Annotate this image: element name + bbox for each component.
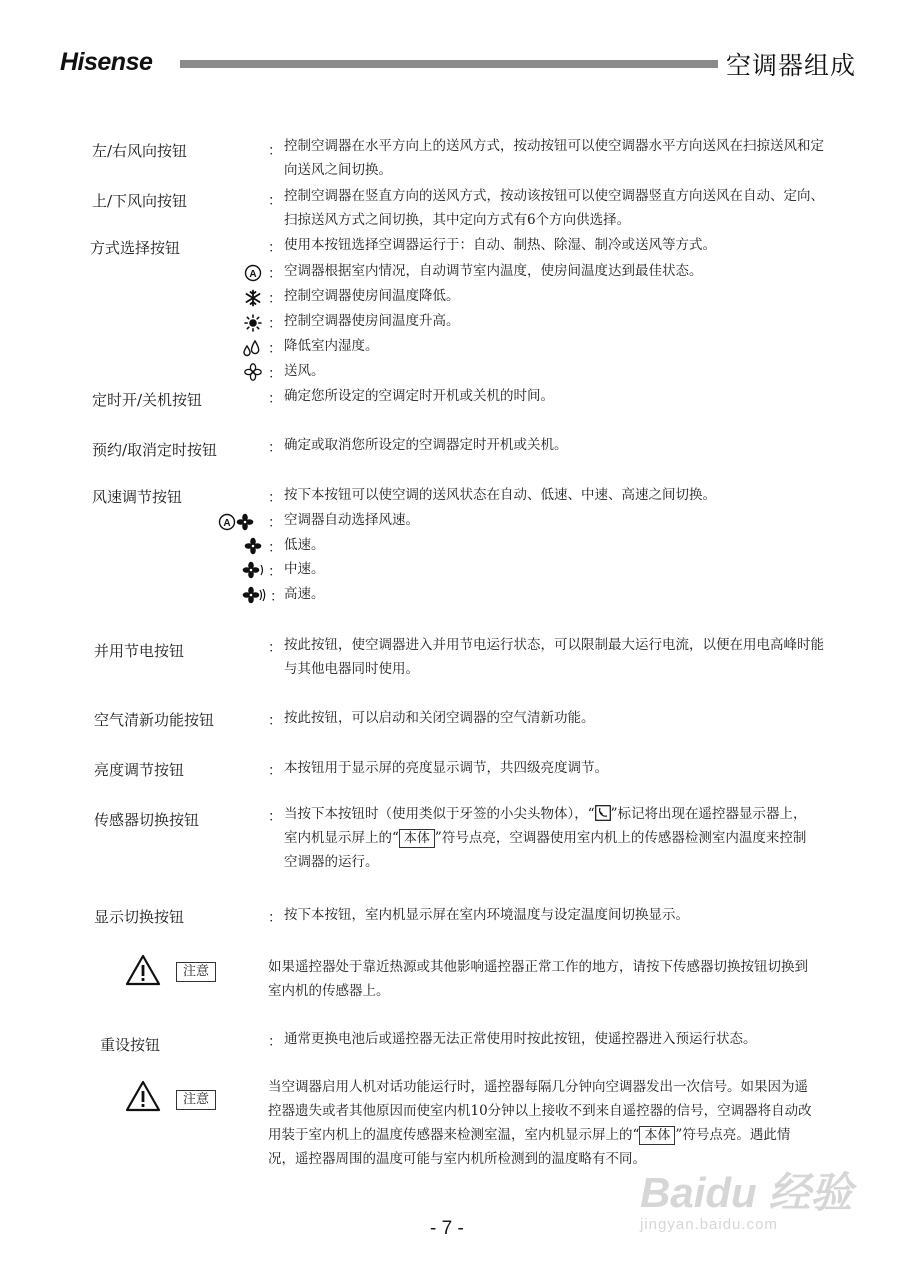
- desc-fan-speed-button: 按下本按钮可以使空调的送风状态在自动、低速、中速、高速之间切换。: [284, 487, 716, 503]
- label-fan-speed-button: 风速调节按钮: [92, 488, 183, 506]
- label-timer-button: 定时开/关机按钮: [92, 391, 203, 409]
- label-reset-button: 重设按钮: [100, 1036, 161, 1054]
- snowflake-icon: [244, 289, 262, 307]
- warning-icon: [125, 1080, 161, 1112]
- fan-outline-icon: [244, 363, 262, 381]
- colon: ：: [268, 440, 282, 456]
- water-drops-icon: [242, 339, 262, 357]
- colon: ：: [268, 1034, 282, 1050]
- sun-icon: [244, 314, 262, 332]
- desc-fresh-air-button: 按此按钮，可以启动和关闭空调器的空气清新功能。: [284, 710, 595, 726]
- colon: ：: [268, 763, 282, 779]
- colon: ：: [268, 143, 282, 159]
- label-mode-button: 方式选择按钮: [90, 239, 181, 257]
- colon: ：: [268, 910, 282, 926]
- note-badge: 注意: [176, 962, 216, 982]
- svg-text:A: A: [249, 269, 257, 280]
- body-sensor-label: 本体: [639, 1126, 675, 1145]
- section-title: 空调器组成: [726, 51, 857, 80]
- baidu-watermark: Baidu 经验 jingyan.baidu.com: [640, 1169, 853, 1233]
- colon: ：: [268, 341, 282, 357]
- colon: ：: [268, 640, 282, 656]
- desc-mode-button: 使用本按钮选择空调器运行于：自动、制热、除湿、制冷或送风等方式。: [284, 237, 716, 253]
- colon: ：: [268, 193, 282, 209]
- auto-mode-icon: [218, 513, 236, 531]
- desc-medium-speed: 中速。: [284, 561, 325, 577]
- fan-high-icon: [242, 586, 268, 604]
- label-display-switch-button: 显示切换按钮: [94, 908, 185, 926]
- colon: ：: [268, 291, 282, 307]
- header-rule: [180, 60, 718, 68]
- desc-low-speed: 低速。: [284, 537, 325, 553]
- desc-left-right-button: 控制空调器在水平方向上的送风方式，按动按钮可以使空调器水平方向送风在扫掠送风和定向送风之间切换。: [284, 138, 824, 178]
- desc-up-down-button: 控制空调器在竖直方向的送风方式，按动该按钮可以使空调器竖直方向送风在自动、定向、扫掠送风方式之间切换，其中定向方式有6个方向供选择。: [284, 188, 824, 228]
- colon: ：: [268, 366, 282, 382]
- label-brightness-button: 亮度调节按钮: [94, 761, 185, 779]
- note-badge: 注意: [176, 1090, 216, 1110]
- note-text-sensor: 如果遥控器处于靠近热源或其他影响遥控器正常工作的地方，请按下传感器切换按钮切换到室内机的传感器上。: [268, 959, 808, 999]
- desc-fan-mode: 送风。: [284, 363, 325, 379]
- colon: ：: [268, 240, 282, 256]
- colon: ：: [268, 713, 282, 729]
- desc-brightness-button: 本按钮用于显示屏的亮度显示调节，共四级亮度调节。: [284, 760, 608, 776]
- desc-power-saving-button: 按此按钮，使空调器进入并用节电运行状态，可以限制最大运行电流，以便在用电高峰时能与其他电器同时使用。: [284, 637, 824, 677]
- colon: ：: [268, 266, 282, 282]
- label-up-down-button: 上/下风向按钮: [92, 192, 188, 210]
- colon: ：: [268, 809, 282, 825]
- label-fresh-air-button: 空气清新功能按钮: [94, 711, 215, 729]
- svg-text:A: A: [223, 517, 231, 529]
- colon: ：: [270, 589, 284, 605]
- colon: ：: [268, 316, 282, 332]
- auto-mode-icon: [244, 264, 262, 282]
- brand-logo: Hisense: [60, 48, 153, 76]
- label-power-saving-button: 并用节电按钮: [94, 642, 185, 660]
- desc-dry-mode: 降低室内湿度。: [284, 338, 379, 354]
- page-number: - 7 -: [430, 1218, 464, 1239]
- desc-auto-mode: 空调器根据室内情况，自动调节室内温度，使房间温度达到最佳状态。: [284, 263, 703, 279]
- note-text-dialog-mode: 当空调器启用人机对话功能运行时，遥控器每隔几分钟向空调器发出一次信号。如果因为遥控器遗失或者其他原因而使室内机10分钟以上接收不到来自遥控器的信号，空调器将自动改用装于室内机上的温度传感器来检测室温，室内机显示屏上的“ 本体 ”符号点亮。遇此情况，遥控器周围的温度可能与室内机所检测到的温度略有不同。: [268, 1079, 812, 1167]
- fan-icon: [236, 513, 254, 531]
- colon: ：: [268, 540, 282, 556]
- body-sensor-label: 本体: [399, 829, 435, 848]
- colon: ：: [268, 391, 282, 407]
- colon: ：: [268, 564, 282, 580]
- label-left-right-button: 左/右风向按钮: [92, 142, 188, 160]
- desc-auto-speed: 空调器自动选择风速。: [284, 512, 419, 528]
- label-reserve-button: 预约/取消定时按钮: [92, 441, 218, 459]
- sensor-icon: [595, 805, 611, 821]
- desc-cool-mode: 控制空调器使房间温度降低。: [284, 288, 460, 304]
- fan-medium-icon: [242, 561, 266, 579]
- desc-heat-mode: 控制空调器使房间温度升高。: [284, 313, 460, 329]
- colon: ：: [268, 515, 282, 531]
- warning-icon: [125, 954, 161, 986]
- auto-speed-icon-group: [218, 511, 262, 529]
- desc-timer-button: 确定您所设定的空调定时开机或关机的时间。: [284, 388, 554, 404]
- desc-display-switch-button: 按下本按钮，室内机显示屏在室内环境温度与设定温度间切换显示。: [284, 907, 689, 923]
- desc-sensor-button: 当按下本按钮时（使用类似于牙签的小尖头物体），“ ”标记将出现在遥控器显示器上，室内机显示屏上的“ 本体 ”符号点亮，空调器使用室内机上的传感器检测室内温度来控制空调器的运行。: [284, 806, 807, 870]
- desc-high-speed: 高速。: [284, 586, 325, 602]
- colon: ：: [268, 490, 282, 506]
- fan-low-icon: [244, 537, 262, 555]
- label-sensor-button: 传感器切换按钮: [94, 811, 200, 829]
- desc-reserve-button: 确定或取消您所设定的空调器定时开机或关机。: [284, 437, 568, 453]
- desc-reset-button: 通常更换电池后或遥控器无法正常使用时按此按钮，使遥控器进入预运行状态。: [284, 1031, 757, 1047]
